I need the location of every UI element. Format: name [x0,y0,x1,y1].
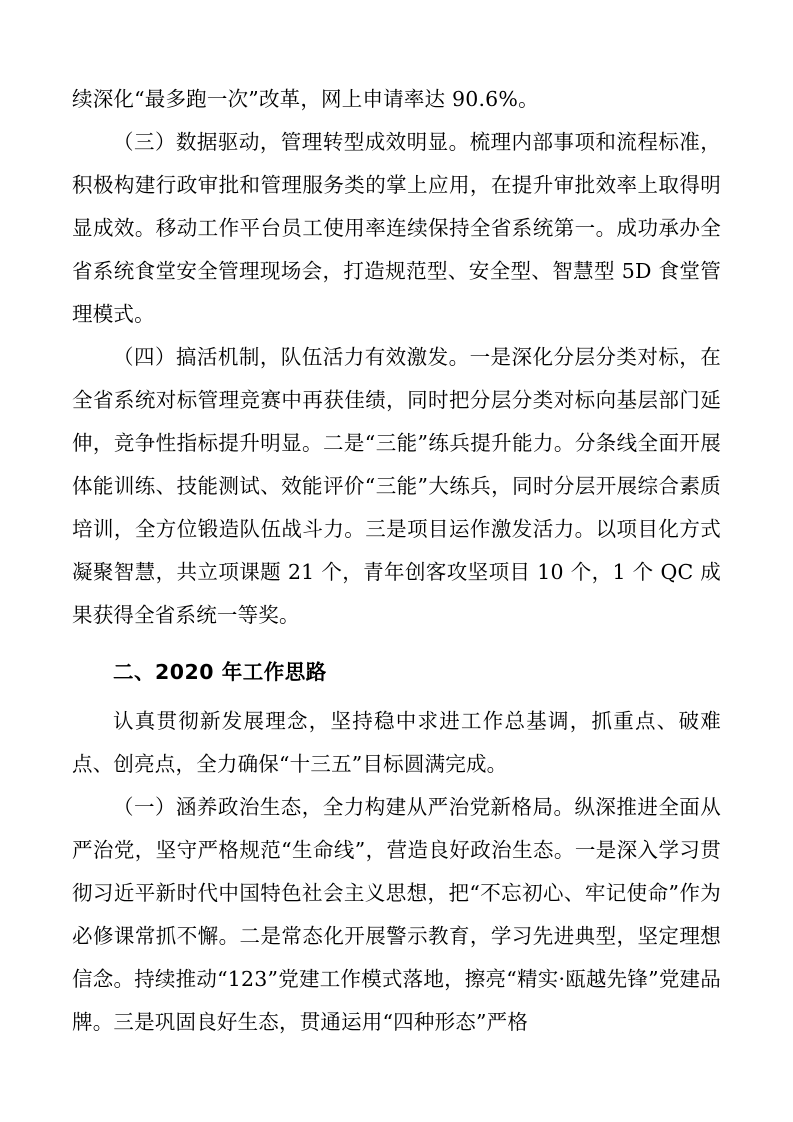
paragraph-item-four: （四）搞活机制，队伍活力有效激发。一是深化分层分类对标，在全省系统对标管理竞赛中再获佳绩，同时把分层分类对标向基层部门延伸，竞争性指标提升明显。二是“三能”练兵提升能力。分条线全面开展体能训练、技能测试、效能评价“三能”大练兵，同时分层开展综合素质培训，全方位锻造队伍战斗力。三是项目运作激发活力。以项目化方式凝聚智慧，共立项课题 21 个，青年创客攻坚项目 10 个，1 个 QC 成果获得全省系统一等奖。 [72,345,721,627]
paragraph-guiding-idea: 认真贯彻新发展理念，坚持稳中求进工作总基调，抓重点、破难点、创亮点，全力确保“十三五”目标圆满完成。 [72,709,721,776]
document-body [72,78,721,1044]
paragraph-section-one: （一）涵养政治生态，全力构建从严治党新格局。纵深推进全面从严治党，坚守严格规范“生命线”，营造良好政治生态。一是深入学习贯彻习近平新时代中国特色社会主义思想，把“不忘初心、牢记使命”作为必修课常抓不懈。二是常态化开展警示教育，学习先进典型，坚定理想信念。持续推动“123”党建工作模式落地，擦亮“精实·瓯越先锋”党建品牌。三是巩固良好生态，贯通运用“四种形态”严格 [72,795,721,1034]
paragraph-continuation: 续深化“最多跑一次”改革，网上申请率达 90.6%。 [72,87,539,111]
section-heading-2020-work-plan: 二、2020 年工作思路 [113,660,327,684]
paragraph-item-three: （三）数据驱动，管理转型成效明显。梳理内部事项和流程标准，积极构建行政审批和管理服务类的掌上应用，在提升审批效率上取得明显成效。移动工作平台员工使用率连续保持全省系统第一。成功承办全省系统食堂安全管理现场会，打造规范型、安全型、智慧型 5D 食堂管理模式。 [72,130,721,326]
